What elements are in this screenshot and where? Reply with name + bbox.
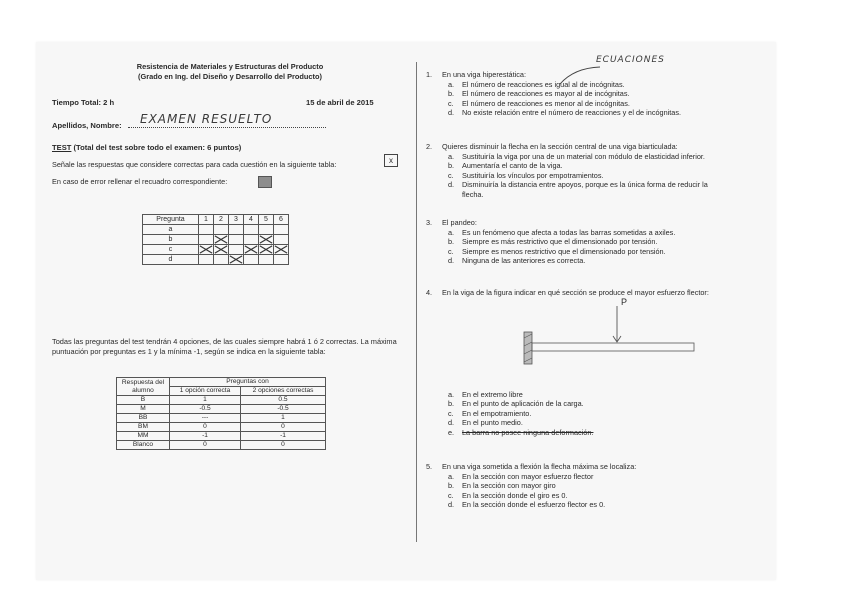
answer-table-header: Pregunta	[143, 215, 199, 225]
option-letter: a.	[448, 227, 455, 237]
scoring-cell: 0.5	[241, 396, 326, 405]
question-number: 4.	[426, 288, 433, 297]
answer-cell[interactable]	[199, 245, 214, 255]
answer-option	[426, 228, 675, 238]
answer-option	[426, 491, 636, 501]
question-stem: Quieres disminuir la flecha en la sección central de una viga biarticulada:	[442, 142, 678, 151]
answer-cell[interactable]	[244, 255, 259, 265]
option-text: El número de reacciones es mayor al de incógnitas.	[462, 89, 630, 99]
answer-col-header: 4	[244, 215, 259, 225]
handwritten-annotation: ECUACIONES	[596, 55, 665, 65]
answer-option	[426, 256, 675, 266]
option-letter: b.	[448, 161, 455, 171]
question-text	[426, 218, 675, 228]
option-letter: c.	[448, 246, 454, 256]
error-swatch	[258, 176, 272, 188]
answer-option	[426, 418, 709, 428]
answer-cell[interactable]	[274, 245, 289, 255]
option-letter: d.	[448, 418, 455, 428]
scoring-row	[117, 405, 326, 414]
option-text: La barra no posee ninguna deformación.	[462, 427, 594, 437]
scoring-cell: -0.5	[170, 405, 241, 414]
option-text: En la sección con mayor esfuerzo flector	[462, 471, 594, 481]
answer-option	[426, 390, 709, 400]
option-text: Sustituiría la viga por una de un material con módulo de elasticidad inferior.	[462, 151, 705, 161]
scoring-cell: ---	[170, 414, 241, 423]
option-letter: a.	[448, 471, 455, 481]
answer-cell[interactable]	[214, 245, 229, 255]
scoring-cell: 0	[170, 441, 241, 450]
answer-cell[interactable]	[229, 225, 244, 235]
option-text: Siempre es más restrictivo que el dimensionado por tensión.	[462, 237, 658, 247]
question-number: 3.	[426, 218, 433, 227]
option-letter: d.	[448, 108, 455, 118]
answer-row-label: d	[143, 255, 199, 265]
scoring-row	[117, 441, 326, 450]
question-text	[426, 288, 709, 298]
answer-option	[426, 428, 709, 438]
option-text: En la sección con mayor giro	[462, 481, 556, 491]
scoring-cell: 1	[241, 414, 326, 423]
answer-cell[interactable]	[214, 255, 229, 265]
answer-option	[426, 399, 709, 409]
cross-mark-icon	[214, 235, 228, 244]
question-1	[426, 55, 682, 118]
answer-table	[142, 214, 289, 265]
option-text: Sustituiría los vínculos por empotramientos.	[462, 170, 604, 180]
scoring-row	[117, 396, 326, 405]
option-letter: c.	[448, 490, 454, 500]
answer-cell[interactable]	[229, 235, 244, 245]
scoring-cell: 0	[241, 441, 326, 450]
answer-option	[426, 171, 708, 181]
answer-cell[interactable]	[199, 225, 214, 235]
option-letter: a.	[448, 151, 455, 161]
test-heading-prefix: TEST	[52, 143, 72, 152]
scoring-cell: BB	[117, 414, 170, 423]
scoring-cell: B	[117, 396, 170, 405]
scoring-row	[117, 423, 326, 432]
test-heading	[52, 143, 241, 152]
question-4	[426, 288, 709, 438]
cross-mark-icon	[199, 245, 213, 254]
option-text: En el empotramiento.	[462, 408, 532, 418]
mark-symbol-box: x	[384, 154, 398, 167]
scoring-cell: 1	[170, 396, 241, 405]
option-letter: b.	[448, 399, 455, 409]
name-handwritten: EXAMEN RESUELTO	[140, 112, 273, 126]
scoring-cell: -1	[241, 432, 326, 441]
cross-mark-icon	[259, 245, 273, 254]
option-text: En el punto de aplicación de la carga.	[462, 399, 584, 409]
answer-option	[426, 247, 675, 257]
answer-row-label: b	[143, 235, 199, 245]
option-letter: a.	[448, 79, 455, 89]
option-text: En la sección donde el giro es 0.	[462, 490, 568, 500]
answer-option	[426, 500, 636, 510]
answer-cell[interactable]	[199, 255, 214, 265]
test-instruction: Señale las respuestas que considere correctas para cada cuestión en la siguiente tabla:	[52, 160, 337, 169]
answer-cell[interactable]	[259, 235, 274, 245]
answer-option	[426, 108, 681, 118]
option-letter: d.	[448, 180, 455, 190]
option-text: En la sección donde el esfuerzo flector es 0.	[462, 500, 606, 510]
scoring-cell: MM	[117, 432, 170, 441]
question-stem: El pandeo:	[442, 218, 477, 227]
answer-col-header: 2	[214, 215, 229, 225]
answer-cell[interactable]	[214, 225, 229, 235]
answer-cell[interactable]	[274, 235, 289, 245]
scoring-header-group: Preguntas con	[170, 378, 326, 387]
answer-cell[interactable]	[244, 235, 259, 245]
scoring-paragraph: Todas las preguntas del test tendrán 4 opciones, de las cuales siempre habrá 1 ó 2 correctas. La máxima puntuación por preguntas es 1 y la mínima -1, según se indica en la siguiente tabla:	[52, 337, 397, 356]
question-number: 2.	[426, 142, 433, 151]
annotation-arrow-icon	[554, 64, 604, 91]
cross-mark-icon	[229, 255, 243, 264]
answer-option	[426, 409, 709, 419]
scoring-cell: -1	[170, 432, 241, 441]
name-label: Apellidos, Nombre:	[52, 121, 122, 130]
cross-mark-icon	[214, 245, 228, 254]
option-letter: c.	[448, 170, 454, 180]
answer-cell[interactable]	[214, 235, 229, 245]
option-text: Es un fenómeno que afecta a todas las barras sometidas a axiles.	[462, 227, 676, 237]
error-instruction: En caso de error rellenar el recuadro correspondiente:	[52, 177, 228, 186]
option-text: En el punto medio.	[462, 418, 523, 428]
scoring-cell: M	[117, 405, 170, 414]
option-text: El número de reacciones es menor al de incógnitas.	[462, 98, 630, 108]
option-text: flecha.	[462, 189, 484, 199]
option-text: Siempre es menos restrictivo que el dimensionado por tensión.	[462, 246, 666, 256]
option-letter: a.	[448, 389, 455, 399]
answer-cell[interactable]	[259, 225, 274, 235]
answer-col-header: 6	[274, 215, 289, 225]
option-letter: c.	[448, 98, 454, 108]
scoring-header-two: 2 opciones correctas	[241, 387, 326, 396]
option-text: Aumentaría el canto de la viga.	[462, 161, 563, 171]
question-stem: En una viga sometida a flexión la flecha máxima se localiza:	[442, 462, 637, 471]
scoring-header-one: 1 opción correcta	[170, 387, 241, 396]
exam-title-line1: Resistencia de Materiales y Estructuras del Producto	[136, 62, 324, 71]
answer-option	[426, 180, 708, 190]
option-text: No existe relación entre el número de reacciones y el de incógnitas.	[462, 108, 682, 118]
answer-option	[426, 161, 708, 171]
answer-cell[interactable]	[199, 235, 214, 245]
cross-mark-icon	[244, 245, 258, 254]
question-number: 5.	[426, 462, 433, 471]
scoring-cell: Blanco	[117, 441, 170, 450]
load-label: P	[621, 296, 628, 307]
cross-mark-icon	[259, 235, 273, 244]
question-3	[426, 218, 675, 266]
time-label: Tiempo Total: 2 h	[52, 98, 115, 107]
answer-cell[interactable]	[259, 245, 274, 255]
question-text	[426, 142, 708, 152]
answer-option	[426, 190, 708, 200]
answer-col-header: 1	[199, 215, 214, 225]
option-text: El número de reacciones es igual al de incógnitas.	[462, 79, 625, 89]
answer-option	[426, 472, 636, 482]
answer-option	[426, 481, 636, 491]
question-2	[426, 142, 708, 200]
answer-cell[interactable]	[229, 255, 244, 265]
question-stem: En la viga de la figura indicar en qué sección se produce el mayor esfuerzo flector:	[442, 288, 709, 297]
question-stem: En una viga hiperestática:	[442, 70, 526, 79]
answer-option	[426, 89, 681, 99]
option-text: Ninguna de las anteriores es correcta.	[462, 256, 586, 266]
answer-option	[426, 152, 708, 162]
answer-col-header: 5	[259, 215, 274, 225]
option-letter: d.	[448, 256, 455, 266]
option-letter: b.	[448, 237, 455, 247]
answer-cell[interactable]	[274, 255, 289, 265]
name-line	[128, 127, 326, 128]
answer-row-label: c	[143, 245, 199, 255]
scoring-cell: -0.5	[241, 405, 326, 414]
answer-option	[426, 237, 675, 247]
question-text	[426, 462, 636, 472]
scoring-header-response: Respuesta del alumno	[117, 378, 170, 396]
option-letter: c.	[448, 408, 454, 418]
scoring-row	[117, 432, 326, 441]
answer-cell[interactable]	[274, 225, 289, 235]
answer-row-label: a	[143, 225, 199, 235]
scoring-cell: 0	[170, 423, 241, 432]
question-number: 1.	[426, 70, 433, 79]
scoring-row	[117, 414, 326, 423]
answer-cell[interactable]	[259, 255, 274, 265]
option-letter: e.	[448, 427, 455, 437]
scoring-table	[116, 377, 326, 450]
scoring-cell: BM	[117, 423, 170, 432]
option-text: En el extremo libre	[462, 389, 523, 399]
answer-option	[426, 99, 681, 109]
answer-col-header: 3	[229, 215, 244, 225]
answer-cell[interactable]	[229, 245, 244, 255]
test-heading-rest: (Total del test sobre todo el examen: 6 puntos)	[71, 143, 242, 152]
option-letter: b.	[448, 481, 455, 491]
scoring-cell: 0	[241, 423, 326, 432]
exam-date: 15 de abril de 2015	[306, 98, 374, 107]
cross-mark-icon	[274, 245, 288, 254]
option-letter: b.	[448, 89, 455, 99]
column-divider	[416, 62, 417, 542]
exam-title-line2: (Grado en Ing. del Diseño y Desarrollo del Producto)	[138, 72, 322, 81]
answer-cell[interactable]	[244, 225, 259, 235]
question-5	[426, 462, 636, 510]
option-text: Disminuiría la distancia entre apoyos, porque es la única forma de reducir la	[462, 180, 708, 190]
answer-cell[interactable]	[244, 245, 259, 255]
option-letter: d.	[448, 500, 455, 510]
cantilever-beam-icon	[522, 298, 722, 388]
beam-figure	[426, 298, 709, 390]
